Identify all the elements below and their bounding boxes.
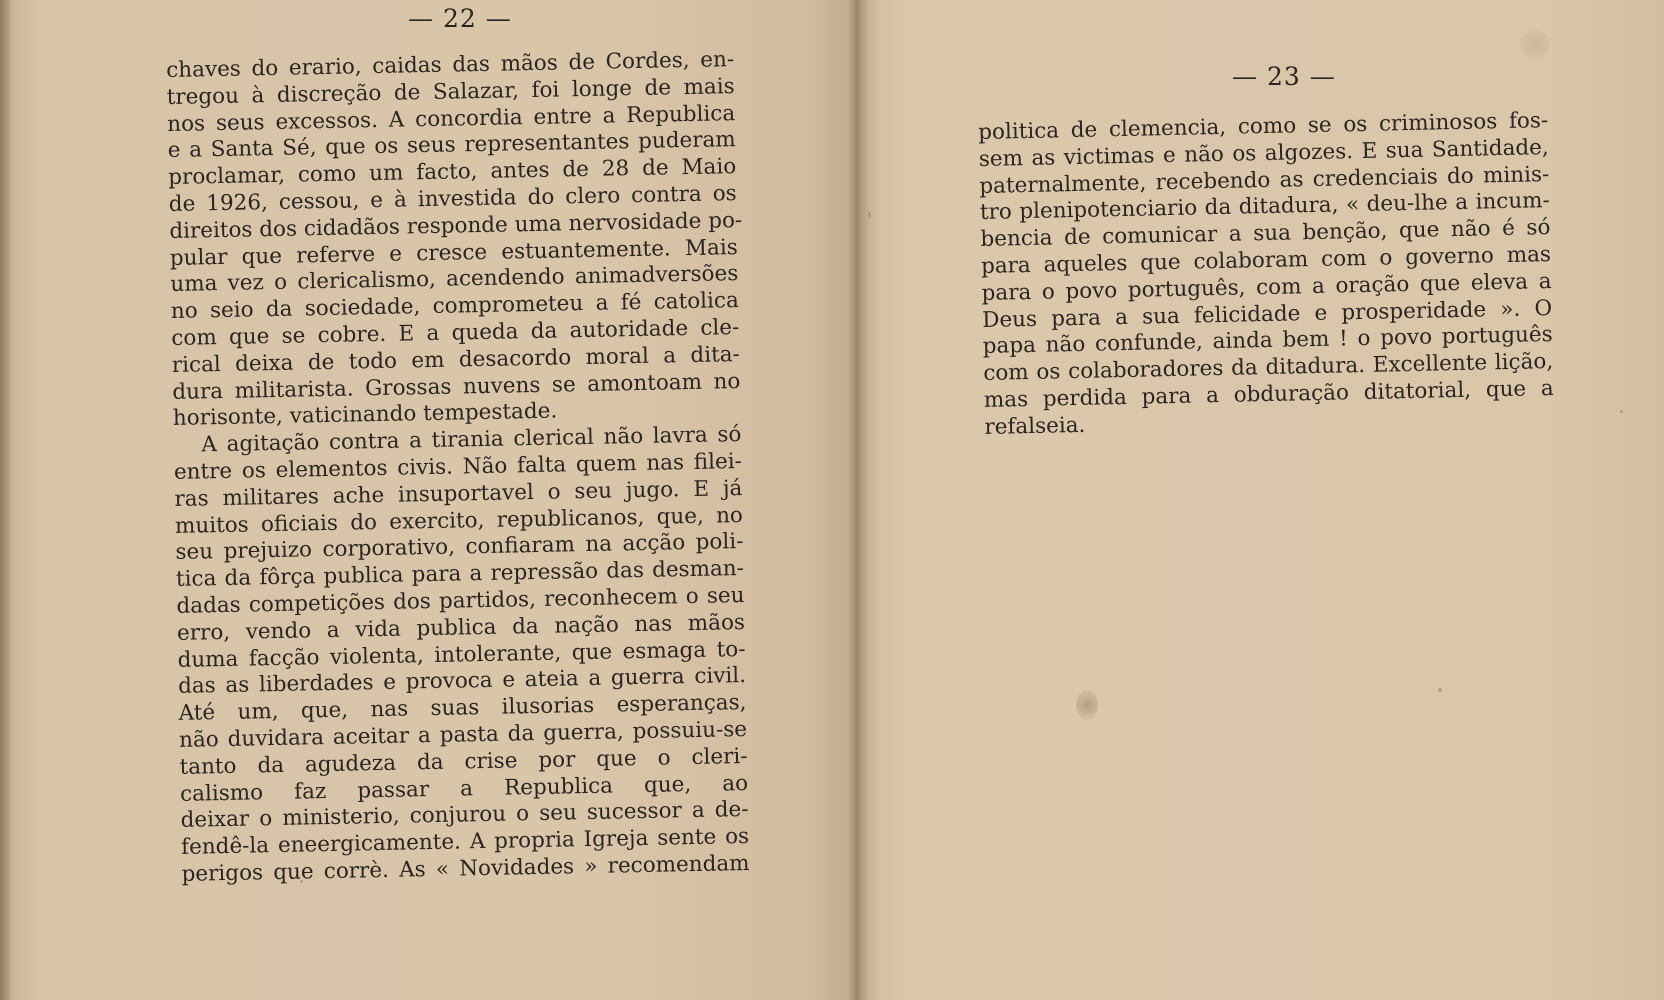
text-line: dura militarista. Grossas nuvens se amontoam no: [172, 368, 741, 405]
text-line: de 1926, cessou, e à investida do clero contra os: [168, 181, 737, 217]
paragraph: [173, 422, 750, 888]
text-line: papa não confunde, ainda bem ! o povo português: [982, 322, 1553, 360]
text-line: politica de clemencia, como se os criminosos fos-: [978, 108, 1549, 145]
text-line: nos seus excessos. A concordia entre a Republica: [167, 100, 736, 137]
paper-stain: [1520, 30, 1550, 60]
text-line: entre os elementos civis. Não falta quem nas filei-: [173, 448, 743, 485]
text-line: erro, vendo a vida publica da nação nas mãos: [176, 609, 746, 646]
text-line: bencia de comunicar a sua benção, que não é só: [980, 215, 1551, 253]
text-line: sem as victimas e não os algozes. E sua Santidade,: [978, 134, 1549, 172]
text-line: uma vez o clericalismo, acendendo animadversões: [170, 261, 739, 298]
paragraph: [166, 47, 741, 433]
text-line: no seio da sociedade, comprometeu a fé catolica: [170, 288, 740, 325]
text-line: refalseia.: [984, 412, 1086, 440]
text-line: mas perdida para a obduração ditatorial, que a: [983, 375, 1555, 413]
text-line: com que se cobre. E a queda da autoridade cle-: [171, 315, 740, 351]
page-edge: [0, 0, 12, 1000]
text-line: perigos que corrè. As « Novidades » recomendam: [181, 850, 750, 887]
text-line: horisonte, vaticinando tempestade.: [172, 398, 558, 432]
paper-speck: [1620, 410, 1623, 413]
paper-stain: [1076, 690, 1098, 720]
text-line: pular que referve e cresce estuantemente. Mais: [169, 234, 738, 271]
text-line: rical deixa de todo em desacordo moral a dita-: [171, 341, 741, 378]
text-line: tanto da agudeza da crise por que o cleri-: [179, 743, 748, 780]
text-line: das as liberdades e provoca e ateia a guerra civil.: [177, 663, 747, 700]
text-line: tregou à discreção de Salazar, foi longe de mais: [166, 73, 735, 110]
text-line: seu prejuizo corporativo, confiaram na acção poli-: [175, 529, 744, 566]
text-line: paternalmente, recebendo as credenciais do minis-: [979, 161, 1550, 199]
text-line: com os colaboradores da ditadura. Excellente lição,: [983, 349, 1554, 387]
text-line: não duvidara aceitar a pasta da guerra, possuiu-se: [178, 716, 748, 753]
text-line: tro plenipotenciario da ditadura, « deu-lhe a incum-: [979, 188, 1551, 226]
text-line: proclamar, como um facto, antes de 28 de Maio: [168, 154, 737, 191]
text-line: para aqueles que colaboram com o governo mas: [980, 242, 1552, 279]
text-line: calismo faz passar a Republica que, ao: [179, 770, 749, 807]
text-line: deixar o ministerio, conjurou o seu sucessor a de-: [180, 797, 749, 834]
text-line: ras militares ache insuportavel o seu jugo. E já: [174, 475, 743, 512]
text-line: A agitação contra a tirania clerical não lavra só: [201, 422, 742, 458]
text-line: dadas competições dos partidos, reconhecem o seu: [176, 582, 745, 619]
text-line: tica da fôrça publica para a repressão das desman-: [175, 556, 745, 593]
right-page-text: [978, 108, 1555, 441]
text-line: e a Santa Sé, que os seus representantes puderam: [167, 127, 736, 164]
text-line: Até um, que, nas suas ilusorias esperanças,: [178, 690, 747, 727]
text-line: muitos oficiais do exercito, republicanos, que, no: [174, 502, 744, 539]
paper-speck: [868, 212, 871, 218]
right-page-number: — 23 —: [1232, 62, 1336, 91]
text-line: duma facção violenta, intolerante, que esmaga to-: [177, 636, 746, 673]
text-line: chaves do erario, caidas das mãos de Cordes, en-: [166, 47, 735, 83]
book-gutter: [848, 0, 870, 1000]
text-line: para o povo português, com a oração que eleva a: [981, 268, 1552, 306]
text-line: Deus para a sua felicidade e prosperidade ». O: [981, 295, 1553, 333]
text-line: fendê-la eneergicamente. A propria Igreja sente os: [180, 824, 750, 860]
text-line: direitos dos cidadãos responde uma nervosidade po-: [169, 207, 743, 244]
paper-speck: [1438, 688, 1442, 692]
left-page-text: [166, 47, 750, 888]
left-page-number: — 22 —: [408, 4, 512, 33]
